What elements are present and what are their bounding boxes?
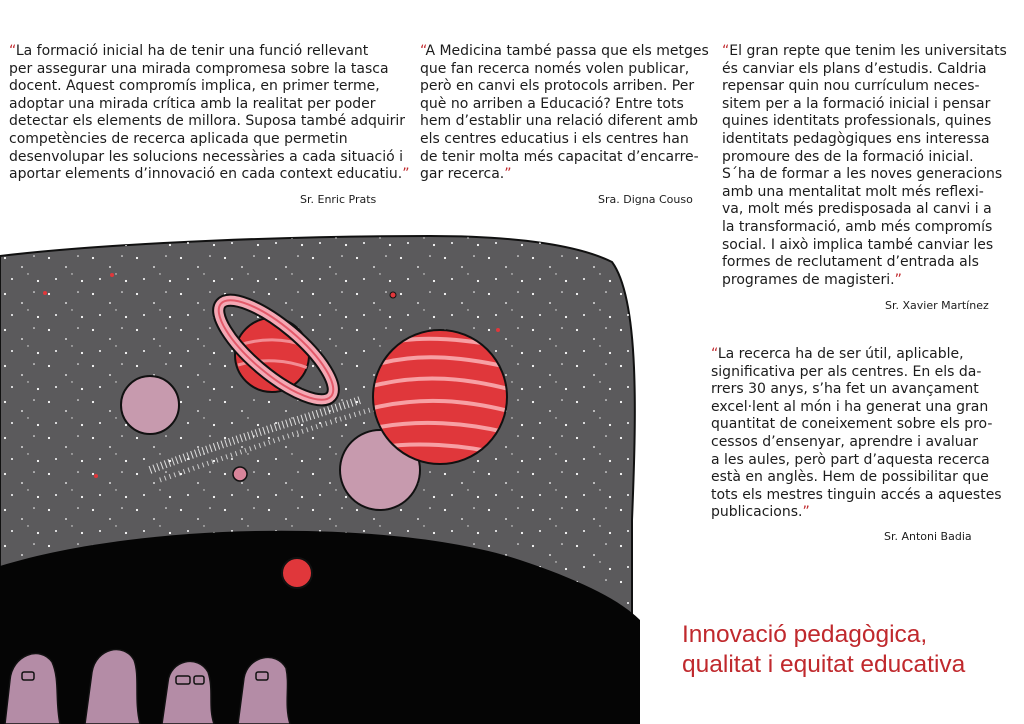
open-quote-mark: “ [711, 346, 718, 362]
section-title-line-2: qualitat i equitat educativa [682, 651, 966, 678]
open-quote-mark: “ [9, 43, 16, 59]
quote-xavier-martinez [722, 43, 1022, 289]
author-enric-prats: Sr. Enric Prats [300, 193, 377, 206]
small-red-planet [282, 558, 312, 588]
quote-enric-prats [9, 43, 426, 184]
quote-text: El gran repte que tenim les universitats és canviar els plans d’estudis. Caldria repensar quin nou currículum neces- sitem per a la formació inicial i pensar quines identitats professionals, quines identitats pedagògiques ens interessa promoure des de la formació inicial. S´ha de formar a les noves generacions amb una mentalitat molt més reflexi- va, molt més predisposada al canvi i a la transformació, amb més compromís social. I això implica també canviar les formes de reclutament d’entrada als programes de magisteri. [722, 43, 1007, 288]
section-title [682, 620, 1022, 680]
quote-digna-couso [420, 43, 722, 184]
pink-planet-left [121, 376, 179, 434]
quote-text: La formació inicial ha de tenir una funció rellevant per assegurar una mirada compromesa sobre la tasca docent. Aquest compromís implica, en primer terme, adoptar una mirada crítica amb la realitat per poder detectar els elements de millora. Suposa també adquirir competències de recerca aplicada que permetin desenvolupar les solucions necessàries a cada situació i aportar elements d’innovació en cada context educatiu. [9, 43, 406, 183]
author-xavier-martinez: Sr. Xavier Martínez [885, 299, 989, 312]
quote-antoni-badia [711, 346, 1013, 522]
quote-text: A Medicina també passa que els metges que fan recerca només volen publicar, però en canvi els protocols arriben. Per què no arriben a Educació? Entre tots hem d’establir una relació diferent amb els centres educatius i els centres han de tenir molta més capacitat d’encarre- gar recerca. [420, 43, 709, 183]
close-quote-mark: ” [504, 166, 512, 183]
section-title-line-1: Innovació pedagògica, [682, 621, 928, 648]
open-quote-mark: “ [420, 43, 426, 59]
author-digna-couso: Sra. Digna Couso [598, 193, 693, 206]
quote-text: La recerca ha de ser útil, aplicable, significativa per als centres. En els da- rrers 30 anys, s’ha fet un avançament excel·lent al món i ha generat una gran quantitat de coneixement sobre els pro- cessos d’ensenyar, aprendre i avaluar a les aules, però part d’aquesta recerca està en anglès. Hem de possibilitar que tots els mestres tinguin accés a aquestes publicacions. [711, 346, 1002, 521]
tiny-pink-planet [233, 467, 247, 481]
close-quote-mark: ” [402, 166, 410, 183]
close-quote-mark: ” [802, 504, 810, 521]
close-quote-mark: ” [894, 271, 902, 288]
open-quote-mark: “ [722, 43, 730, 59]
author-antoni-badia: Sr. Antoni Badia [884, 530, 972, 543]
